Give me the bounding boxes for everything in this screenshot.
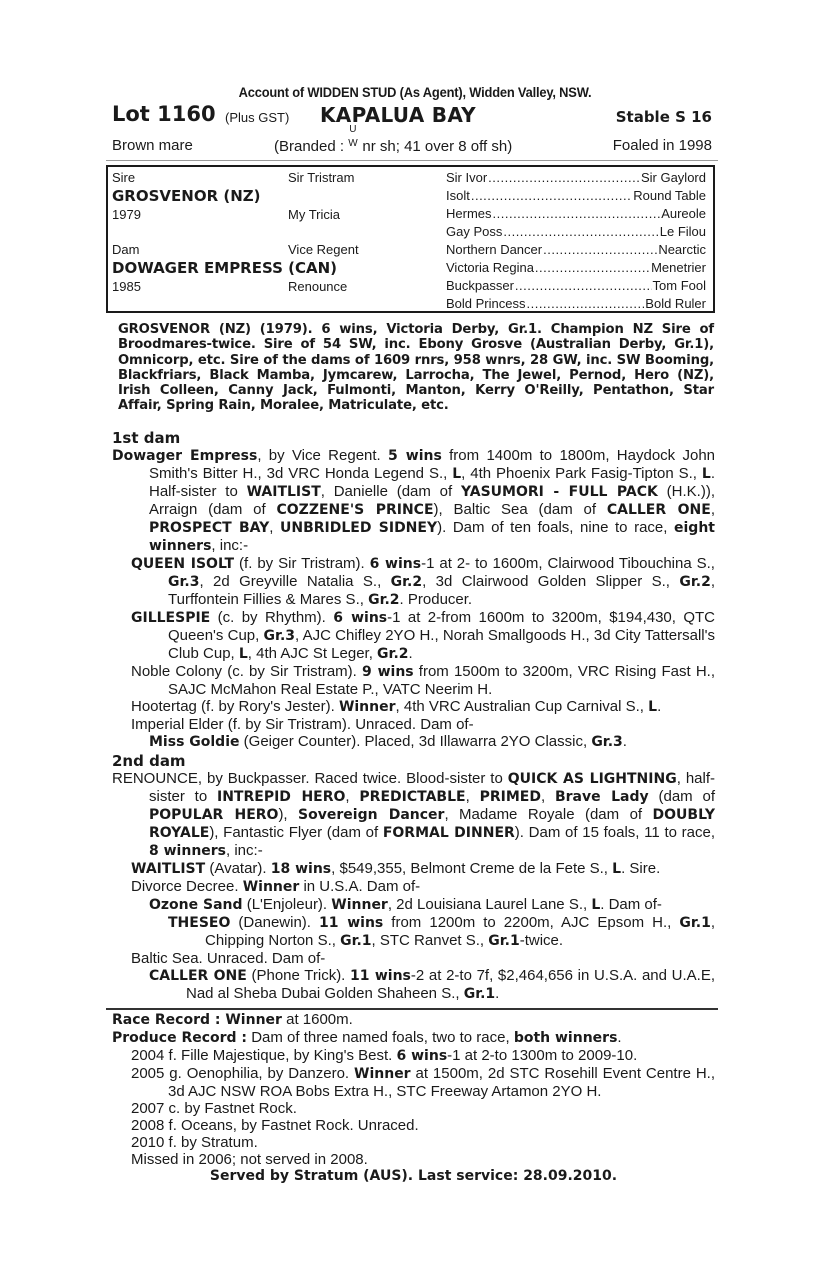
gg-left: Northern Dancer [446, 242, 543, 257]
text: . [622, 733, 627, 750]
pedigree-entry [112, 770, 715, 860]
pedigree-entry [112, 1151, 715, 1168]
bold-text: COZZENE'S PRINCE [276, 502, 434, 518]
text: 2010 f. by Stratum. [131, 1134, 258, 1151]
dot-leader [543, 241, 657, 259]
sire-label: Sire [112, 170, 136, 185]
text: -2 at 2-to 7f, $2,464,656 in U.S.A. and U.A.E, Nad al Sheba Dubai Golden Shaheen S., [186, 967, 715, 1002]
entry-list [112, 447, 715, 751]
bold-text: 11 wins [319, 915, 384, 931]
text: (f. by Sir Tristram). [234, 555, 370, 572]
text: , [345, 788, 360, 805]
bold-text: WAITLIST [246, 484, 321, 500]
pedigree-entry [112, 1029, 715, 1047]
pedigree-entry [112, 967, 715, 1003]
plus-gst-note: (Plus GST) [225, 110, 290, 125]
text: -twice. [519, 932, 564, 949]
sire-name: GROSVENOR (NZ) [112, 187, 261, 205]
dot-leader [526, 295, 644, 313]
great-grandparent-row [446, 169, 706, 187]
pedigree-entry [112, 447, 715, 555]
sire-year: 1979 [112, 207, 141, 222]
text: . Sire. [621, 860, 661, 877]
bold-text: Miss Goldie [149, 734, 240, 750]
bold-text: Gr.1 [488, 933, 520, 949]
bold-text: L [591, 897, 601, 913]
bold-text: POPULAR HERO [149, 807, 279, 823]
text: at 1600m. [281, 1011, 353, 1028]
bold-text: eight winners [149, 520, 715, 554]
bold-text: Produce Record : [112, 1030, 248, 1046]
text: , 4th Phoenix Park Fasig-Tipton S., [461, 465, 702, 482]
pedigree-entry [112, 733, 715, 751]
text: Hootertag (f. by Rory's Jester). [131, 698, 339, 715]
bold-text: Gr.1 [679, 915, 711, 931]
text: at 1500m, 2d STC Rosehill Event Centre H., 3d AJC NSW ROA Bobs Extra H., STC Freeway Artamon 2YO H. [168, 1065, 715, 1100]
brand-suffix: nr sh; 41 over 8 off sh) [358, 138, 513, 155]
bold-text: L [701, 466, 711, 482]
pedigree-entry [112, 698, 715, 716]
bold-text: both winners [513, 1030, 618, 1046]
brand-mark-top: U [349, 124, 357, 135]
text: ), [278, 806, 299, 823]
lot-header [112, 102, 718, 130]
text: (Phone Trick). [246, 967, 351, 984]
text: -1 at 2-from 1600m to 3200m, $194,430, QTC Queen's Cup, [168, 609, 716, 644]
sire-summary: GROSVENOR (NZ) (1979). 6 wins, Victoria Derby, Gr.1. Champion NZ Sire of Broodmares-twice. Sire of 54 SW, inc. Ebony Grosve (Australian Derby, Gr.1), Omnicorp, etc. Sire of the dams of 1609 rnrs, 958 wnrs, 28 GW, inc. SW Booming, Blackfriars, Black Mamba, Jymcarew, Larrocha, The Jewel, Pernod, Hero (NZ), Irish Colleen, Canny Jack, Fulmonti, Manton, Kerry O'Reilly, Pentathon, Star Affair, Spring Rain, Moralee, Matriculate, etc. [118, 322, 714, 414]
gg-left: Hermes [446, 206, 492, 221]
text: , inc:- [226, 842, 263, 859]
text: -1 at 2-to 1300m to 2009-10. [447, 1047, 638, 1064]
lot-number: Lot 1160 [112, 102, 216, 126]
text: (H.K.)), Arraign (dam of [149, 483, 715, 518]
dam-year: 1985 [112, 279, 141, 294]
text: , [269, 519, 281, 536]
text: . Half-sister to [149, 465, 715, 500]
text: , Chipping Norton S., [205, 914, 716, 949]
gg-left: Buckpasser [446, 278, 514, 293]
bold-text: 6 wins [369, 556, 422, 572]
pedigree-entry [112, 1065, 715, 1100]
bold-text: YASUMORI - FULL PACK [460, 484, 658, 500]
pedigree-entry [112, 1134, 715, 1151]
second-dam-section [112, 753, 715, 1003]
text: ), Fantastic Flyer (dam of [209, 824, 383, 841]
gg-left: Bold Princess [446, 296, 526, 311]
stable-number: Stable S 16 [615, 108, 712, 126]
bold-text: INTREPID HERO [217, 789, 346, 805]
great-grandparent-row [446, 277, 706, 295]
pedigree-entry [112, 896, 715, 914]
great-grandparent-row [446, 259, 706, 277]
header-divider [106, 160, 718, 161]
records-divider [106, 1008, 718, 1010]
text: (c. by Rhythm). [210, 609, 334, 626]
text: 2007 c. by Fastnet Rock. [131, 1100, 297, 1117]
pedigree-table [106, 165, 715, 313]
text: , [465, 788, 480, 805]
text: RENOUNCE, by Buckpasser. Raced twice. Blood-sister to [112, 770, 508, 787]
bold-text: Sovereign Dancer [298, 807, 445, 823]
text: ). Dam of 15 foals, 11 to race, [514, 824, 715, 841]
sire-sire: Sir Tristram [288, 170, 355, 185]
bold-text: L [452, 466, 462, 482]
section-title: 1st dam [112, 429, 181, 447]
text: Dam of three named foals, two to race, [247, 1029, 514, 1046]
bold-text: Dowager Empress [112, 448, 258, 464]
text: (Geiger Counter). Placed, 3d Illawarra 2YO Classic, [239, 733, 592, 750]
sire-dam: My Tricia [288, 207, 340, 222]
text: , Madame Royale (dam of [444, 806, 653, 823]
pedigree-entry [112, 663, 715, 698]
bold-text: L [238, 646, 248, 662]
pedigree-entry [112, 716, 715, 733]
great-grandparent-row [446, 223, 706, 241]
pedigree-entry [112, 555, 715, 609]
gg-left: Victoria Regina [446, 260, 534, 275]
brand-description [274, 124, 513, 155]
gg-right: Round Table [633, 188, 706, 203]
text: . Producer. [399, 591, 473, 608]
text: ). Dam of ten foals, nine to race, [437, 519, 674, 536]
dot-leader [515, 277, 652, 295]
bold-text: Brave Lady [554, 789, 649, 805]
text: (dam of [648, 788, 715, 805]
bold-text: 5 wins [388, 448, 442, 464]
bold-text: Gr.2 [377, 646, 409, 662]
gg-left: Gay Poss [446, 224, 503, 239]
gg-right: Bold Ruler [645, 296, 706, 311]
bold-text: FORMAL DINNER [382, 825, 515, 841]
text: , AJC Chifley 2YO H., Norah Smallgoods H., 3d City Tattersall's Club Cup, [168, 627, 716, 662]
bold-text: Ozone Sand [149, 897, 243, 913]
horse-name: KAPALUA BAY [320, 103, 476, 127]
bold-text: Gr.3 [168, 574, 200, 590]
gg-left: Isolt [446, 188, 470, 203]
gg-right: Sir Gaylord [640, 170, 706, 185]
served-by-note: Served by Stratum (AUS). Last service: 28.09.2010. [209, 1168, 618, 1184]
text: . [617, 1029, 622, 1046]
pedigree-entry [112, 878, 715, 896]
text: from 1200m to 2200m, AJC Epsom H., [383, 914, 680, 931]
text: Imperial Elder (f. by Sir Tristram). Unraced. Dam of- [131, 716, 474, 733]
bold-text: Winner [242, 879, 300, 895]
pedigree-entry [112, 1011, 715, 1029]
bold-text: WAITLIST [131, 861, 206, 877]
bold-text: PRIMED [479, 789, 541, 805]
gg-right: Nearctic [658, 242, 706, 257]
text: , [540, 788, 555, 805]
bold-text: Gr.2 [390, 574, 423, 590]
gg-right: Aureole [661, 206, 706, 221]
text: Noble Colony (c. by Sir Tristram). [131, 663, 362, 680]
text: ), Baltic Sea (dam of [433, 501, 607, 518]
bold-text: Winner [354, 1066, 411, 1082]
dam-dam: Renounce [288, 279, 348, 294]
text: , $549,355, Belmont Creme de la Fete S., [331, 860, 613, 877]
bold-text: QUEEN ISOLT [131, 556, 235, 572]
bold-text: PREDICTABLE [359, 789, 466, 805]
gg-right: Menetrier [651, 260, 706, 275]
vendor-account: Account of WIDDEN STUD (As Agent), Widden Valley, NSW. [238, 84, 592, 100]
text: , 4th AJC St Leger, [247, 645, 378, 662]
pedigree-entry [112, 1117, 715, 1134]
bold-text: GILLESPIE [131, 610, 211, 626]
first-dam-section [112, 430, 715, 751]
bold-text: Gr.2 [368, 592, 400, 608]
text: 2008 f. Oceans, by Fastnet Rock. Unraced. [131, 1117, 419, 1134]
bold-text: DOUBLY ROYALE [149, 807, 715, 841]
bold-text: L [648, 699, 658, 715]
text: , 2d Louisiana Laurel Lane S., [387, 896, 592, 913]
bold-text: L [612, 861, 622, 877]
pedigree-entry [112, 914, 715, 950]
bold-text: Gr.3 [591, 734, 623, 750]
bold-text: 6 wins [333, 610, 388, 626]
text: . [657, 698, 662, 715]
foaled-year: Foaled in 1998 [612, 137, 712, 154]
bold-text: 6 wins [396, 1048, 448, 1064]
great-grandparent-row [446, 241, 706, 259]
bold-text: QUICK AS LIGHTNING [507, 771, 677, 787]
entry-list [112, 770, 715, 1003]
brand-prefix: (Branded : [274, 138, 349, 155]
records-section [112, 1011, 715, 1185]
bold-text: Winner [331, 897, 388, 913]
text: , STC Ranvet S., [371, 932, 489, 949]
pedigree-entry [112, 950, 715, 967]
text: , Turffontein Fillies & Mares S., [168, 573, 715, 608]
colour-sex: Brown mare [112, 137, 193, 154]
text: from 1400m to 1800m, Haydock John Smith's Bitter H., 3d VRC Honda Legend S., [149, 447, 716, 482]
bold-text: Gr.1 [463, 986, 496, 1002]
text: Divorce Decree. [131, 878, 243, 895]
bold-text: THESEO [168, 915, 231, 931]
section-title: 2nd dam [112, 752, 186, 770]
entry-list [112, 1011, 715, 1168]
text: . Dam of- [600, 896, 662, 913]
gg-left: Sir Ivor [446, 170, 488, 185]
text: , 4th VRC Australian Cup Carnival S., [395, 698, 649, 715]
text: (L'Enjoleur). [242, 896, 332, 913]
gg-right: Le Filou [659, 224, 706, 239]
text: . [495, 985, 500, 1002]
horse-description [112, 124, 718, 157]
text: , 2d Greyville Natalia S., [199, 573, 391, 590]
bold-text: CALLER ONE [606, 502, 711, 518]
gg-right: Tom Fool [652, 278, 706, 293]
pedigree-entry [112, 1100, 715, 1117]
dot-leader [471, 187, 632, 205]
pedigree-entry [112, 609, 715, 663]
bold-text: 11 wins [350, 968, 411, 984]
great-grandparent-row [446, 205, 706, 223]
bold-text: 8 winners [149, 843, 227, 859]
text: (Avatar). [205, 860, 271, 877]
dot-leader [535, 259, 650, 277]
bold-text: Race Record : Winner [112, 1012, 282, 1028]
bold-text: PROSPECT BAY [149, 520, 270, 536]
dot-leader [488, 169, 640, 187]
brand-mark-icon [348, 124, 358, 151]
text: 2005 g. Oenophilia, by Danzero. [131, 1065, 355, 1082]
text: -1 at 2- to 1600m, Clairwood Tibouchina S., [421, 555, 715, 572]
dam-label: Dam [112, 242, 140, 257]
text: , half-sister to [149, 770, 716, 805]
bold-text: 9 wins [362, 664, 414, 680]
pedigree-entry [112, 860, 715, 878]
bold-text: 18 wins [270, 861, 332, 877]
text: 2004 f. Fille Majestique, by King's Best. [131, 1047, 397, 1064]
text: in U.S.A. Dam of- [299, 878, 421, 895]
bold-text: UNBRIDLED SIDNEY [280, 520, 438, 536]
text: , inc:- [211, 537, 249, 554]
bold-text: Gr.1 [340, 933, 372, 949]
text: , Danielle (dam of [320, 483, 461, 500]
text: , [710, 501, 715, 518]
dam-name: DOWAGER EMPRESS (CAN) [112, 259, 338, 277]
bold-text: CALLER ONE [149, 968, 247, 984]
text: , 3d Clairwood Golden Slipper S., [422, 573, 680, 590]
dot-leader [503, 223, 658, 241]
brand-mark-bottom: W [348, 138, 358, 149]
text: Missed in 2006; not served in 2008. [131, 1151, 368, 1168]
pedigree-entry [112, 1047, 715, 1065]
dam-sire: Vice Regent [288, 242, 359, 257]
text: Baltic Sea. Unraced. Dam of- [131, 950, 326, 967]
text: . [408, 645, 413, 662]
text: (Danewin). [230, 914, 319, 931]
text: from 1500m to 3200m, VRC Rising Fast H., SAJC McMahon Real Estate P., VATC Neerim H. [168, 663, 715, 698]
text: , by Vice Regent. [257, 447, 389, 464]
dot-leader [493, 205, 661, 223]
great-grandparent-row [446, 187, 706, 205]
bold-text: Gr.3 [263, 628, 296, 644]
bold-text: Winner [338, 699, 396, 715]
great-grandparent-row [446, 295, 706, 313]
bold-text: Gr.2 [679, 574, 711, 590]
